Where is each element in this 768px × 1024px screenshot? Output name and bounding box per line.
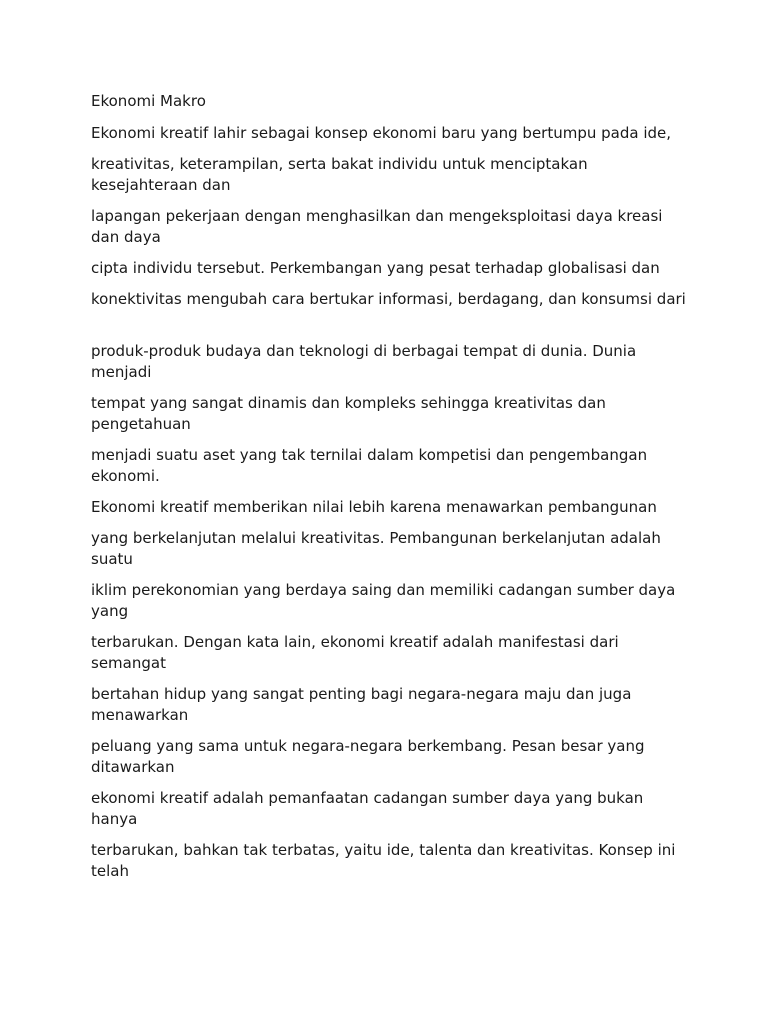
paragraph: ekonomi kreatif adalah pemanfaatan cadangan sumber daya yang bukan hanya (91, 789, 644, 828)
paragraph: konektivitas mengubah cara bertukar informasi, berdagang, dan konsumsi dari (91, 290, 686, 308)
paragraph: bertahan hidup yang sangat penting bagi negara-negara maju dan juga menawarkan (91, 685, 632, 724)
paragraph: peluang yang sama untuk negara-negara berkembang. Pesan besar yang ditawarkan (91, 737, 645, 776)
paragraph: menjadi suatu aset yang tak ternilai dalam kompetisi dan pengembangan ekonomi. (91, 446, 648, 485)
paragraph: lapangan pekerjaan dengan menghasilkan dan mengeksploitasi daya kreasi dan daya (91, 207, 663, 246)
paragraph: terbarukan, bahkan tak terbatas, yaitu ide, talenta dan kreativitas. Konsep ini telah (91, 841, 676, 880)
paragraph: produk-produk budaya dan teknologi di berbagai tempat di dunia. Dunia menjadi (91, 342, 637, 381)
paragraph: iklim perekonomian yang berdaya saing dan memiliki cadangan sumber daya yang (91, 581, 676, 620)
paragraph: Ekonomi kreatif memberikan nilai lebih karena menawarkan pembangunan (91, 498, 657, 516)
paragraph: terbarukan. Dengan kata lain, ekonomi kreatif adalah manifestasi dari semangat (91, 633, 619, 672)
paragraph: tempat yang sangat dinamis dan kompleks sehingga kreativitas dan pengetahuan (91, 394, 606, 433)
document-title: Ekonomi Makro (91, 92, 206, 110)
paragraph: yang berkelanjutan melalui kreativitas. Pembangunan berkelanjutan adalah suatu (91, 529, 661, 568)
paragraph: Ekonomi kreatif lahir sebagai konsep ekonomi baru yang bertumpu pada ide, (91, 124, 672, 142)
paragraph: cipta individu tersebut. Perkembangan yang pesat terhadap globalisasi dan (91, 259, 660, 277)
paragraph: kreativitas, keterampilan, serta bakat individu untuk menciptakan kesejahteraan dan (91, 155, 588, 194)
